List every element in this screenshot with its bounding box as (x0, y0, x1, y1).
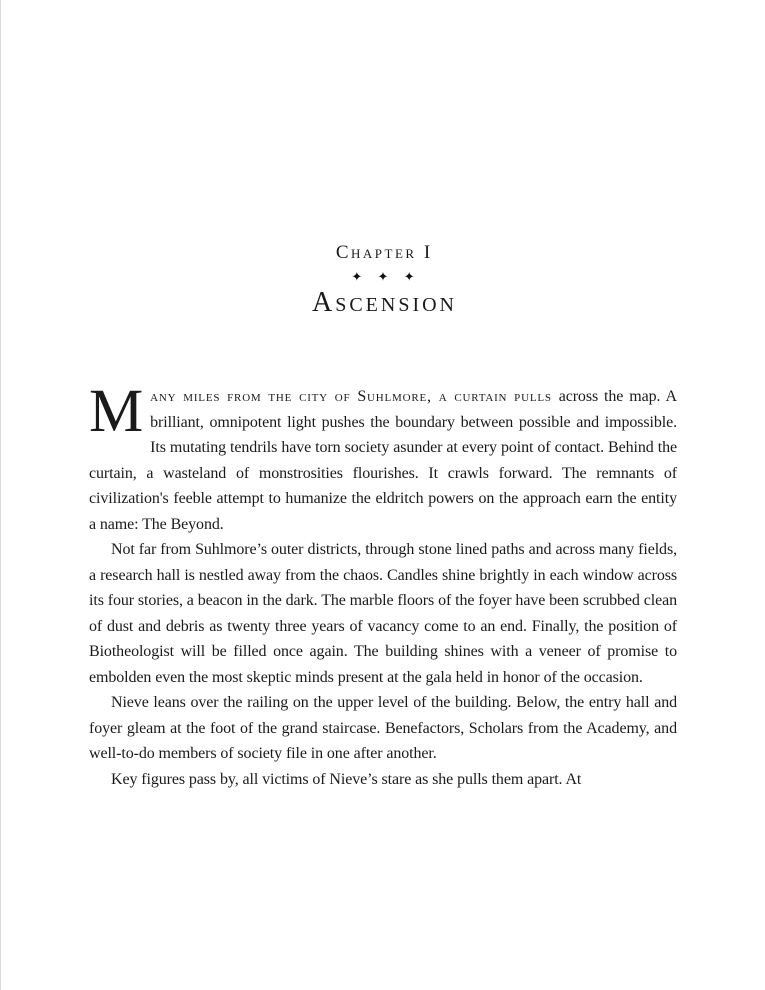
diamond-ornament-icon: ✦ ✦ ✦ (351, 269, 421, 284)
paragraph: Not far from Suhlmore’s outer districts, through stone lined paths and across many fields, a research hall is nestled away from the chaos. Candles shine brightly in each window across its four stories, a beacon in the dark. The marble floors of the foyer have been scrubbed clean of dust and debris as twenty three years of vacancy come to an end. Finally, the position of Biotheologist will be filled once again. The building shines with a veneer of promise to embolden even the most skeptic minds present at the gala held in honor of the occasion. (89, 541, 677, 686)
paragraph: Nieve leans over the railing on the upper level of the building. Below, the entry hall and foyer gleam at the foot of the grand staircase. Benefactors, Scholars from the Academy, and well-to-do members of society file in one after another. (89, 694, 677, 762)
drop-cap: M (89, 378, 144, 445)
opening-paragraph (89, 378, 677, 537)
chapter-label: Chapter I (335, 242, 433, 263)
body-text (89, 378, 677, 792)
opening-continuation: across the map. A brilliant, omnipotent light pushes the boundary between possible and impossible. Its mutating tendrils have torn society asunder at every point of contact. Behind the curtain, a wasteland of monstrosities flourishes. It crawls forward. The remnants of civilization's feeble attempt to humanize the eldritch powers on the approach earn the entity a name: The Beyond. (89, 388, 677, 533)
chapter-title: Ascension (311, 287, 457, 318)
small-caps-lead: any miles from the city of Suhlmore, a curtain pulls (150, 388, 559, 405)
chapter-header (1, 0, 765, 318)
paragraph: Key figures pass by, all victims of Nieve’s stare as she pulls them apart. At (111, 770, 582, 788)
